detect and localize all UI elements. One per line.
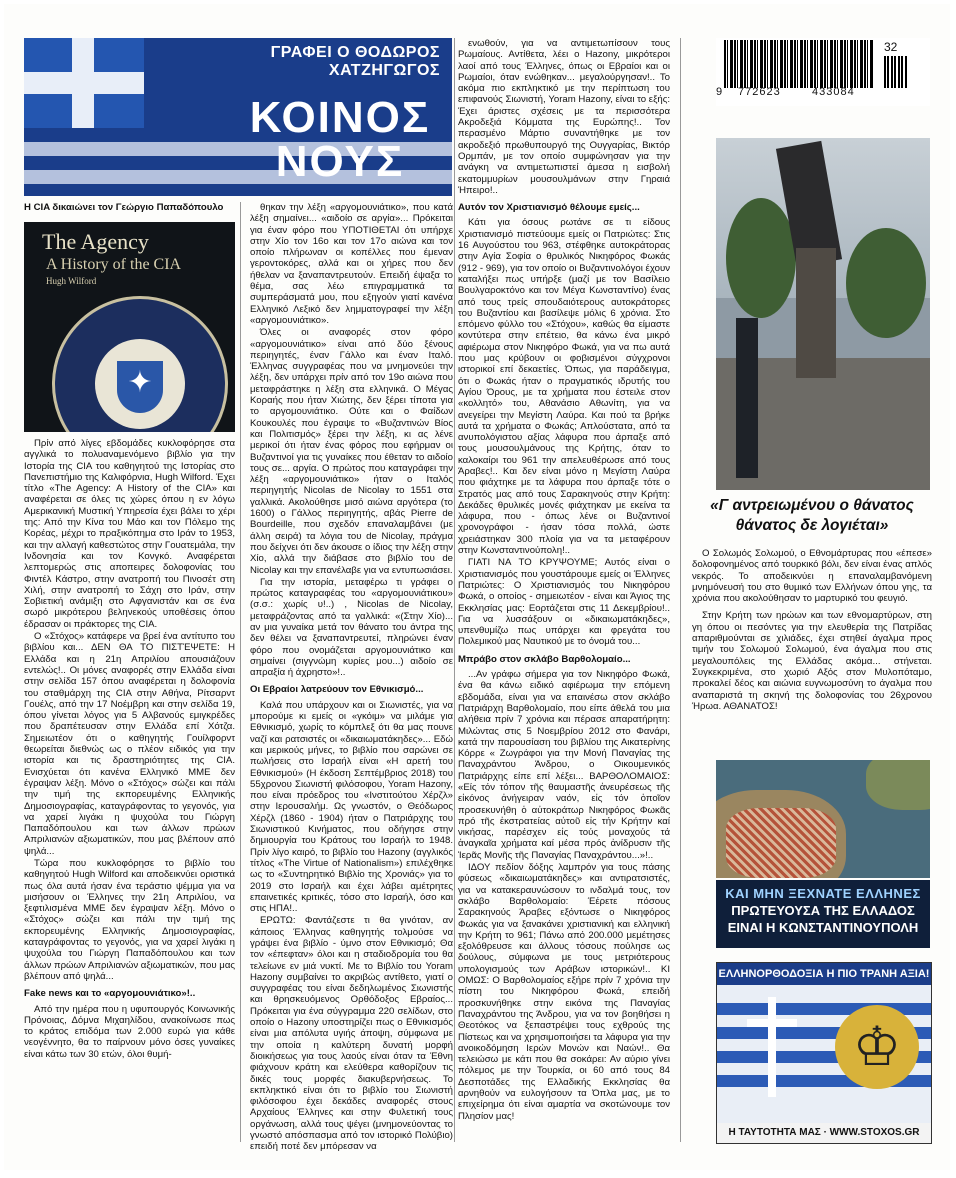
banner-line: ΕΙΝΑΙ Η ΚΩΝΣΤΑΝΤΙΝΟΥΠΟΛΗ xyxy=(727,920,919,935)
column-divider xyxy=(454,38,455,1142)
barcode-number: 9 xyxy=(716,86,723,98)
photo-tree xyxy=(846,228,926,338)
article-heading: Η CIA δικαιώνει τον Γεώργιο Παπαδόπουλο xyxy=(24,202,224,213)
quote-line: «Γ αντρειωμένου ο θάνατος xyxy=(710,497,914,514)
column-1 xyxy=(24,202,235,217)
paragraph: ΓΙΑΤΙ ΝΑ ΤΟ ΚΡΥΨΟΥΜΕ; Αυτός είναι ο Χριστιανισμός που γουστάρουμε εμείς οι Έλληνες Πατριώτες: Ο Χριστιανισμός του Νικηφόρου Φωκά, ο οποίος - σημειωτέον - είναι και Άγιος της Εκκλησίας μας: Εορτάζεται στις 11 Δεκεμβρίου!.. Για να λυσσάξουν οι «δικαιωματάκηδες», υπενθυμίζω πως υπάρχει και φρεγάτα του Πολεμικού μας Ναυτικού με το όνομά του... xyxy=(458,557,670,648)
column-3 xyxy=(458,38,670,1123)
seal-inner xyxy=(95,339,185,429)
column-1-body xyxy=(24,438,235,1061)
map-city xyxy=(726,808,836,878)
column-divider xyxy=(240,202,241,1142)
paragraph: Από την ημέρα που η υφυπουργός Κοινωνικής Πρόνοιας, Δόμνα Μιχαηλίδου, ανακοίνωσε πως το κράτος επιδόμα των 2.000 ευρώ για κάθε νεογέννητο, θα το παίρνουν μόνο όσες γυναίκες είναι κάτω των 30 ετών, όλοι θυμή- xyxy=(24,1003,235,1060)
barcode-number: 772623 xyxy=(738,86,781,98)
article-subheading: Οι Εβραίοι λατρεύουν τον Εθνικισμό... xyxy=(250,684,424,696)
column-4-body xyxy=(692,548,932,713)
double-headed-eagle-icon xyxy=(835,1005,919,1089)
column-masthead xyxy=(24,38,452,196)
banner-line: ΚΑΙ ΜΗΝ ΞΕΧΝΑΤΕ ΕΛΛΗΝΕΣ xyxy=(725,886,921,901)
paragraph: Στην Κρήτη των ηρώων και των εθνομαρτύρων, στη γη όπου οι πεσόντες για την ελευθερία της Πατρίδας απαριθμούνται σε χιλιάδες, έχει στηθεί άγαλμα προς τιμήν του Σολωμού Σολωμού, ένα άγαλμα που στις μεγαλουπόλεις της Ελλάδας ακόμα... στήνεται. Συγκεκριμένα, στο χωριό Αξός στον Μυλοπόταμο, προκαλεί δέος και αιώνια ευγνωμοσύνη το άγαλμα που αναπαριστά τη σκηνή της δολοφονίας του 26χρονου Ήρωα. ΑΘΑΝΑΤΟΣ! xyxy=(692,610,932,712)
person-figure xyxy=(736,318,758,478)
byline-line: ΧΑΤΖΗΓΩΓΟΣ xyxy=(328,62,440,79)
paragraph: ...Αν γράφω σήμερα για τον Νικηφόρο Φωκά, ένα θα κάνω ειδικό αφιέρωμα την επόμενη εβδομάδα, είναι για να επαινέσω στον σκλάβο Πατριάρχη Βαρθολομαίο, που είπε άθελά του μια αλήθεια πρίν 7 χρόνια και πέρασε απαρατήρητη: Μιλώντας στις 5 Νοεμβρίου 2012 στο Φανάρι, κατά την παρουσίαση του βιβλίου της Αικατερίνης Κόρρε « Ζωγράφοι για την Μονή Παναγίας της Παναχράντου Άνδρου, ο Οικουμενικός Πατριάρχης είπε επί λέξει... ΒΑΡΘΟΛΟΜΑΙΟΣ: «Είς τόν τόπον τῆς θαυμαστῆς ἀνευρέσεως τῆς εἰκόνος ἀνήγειραν ναόν, εἰς τόν ὁποῖον προσεκυνήθη ὁ αὐτοκράτωρ Νικηφόρος Φωκᾶς πρό τῆς ἐκστρατείας αὐτοῦ εἰς τήν Κρήτην καί νικήσας, παρέσχεν εἰς τούς μοναχούς τά ἀναγκαῖα χρήματα καί μέσα πρός ἀνίδρυσιν τῆς Ἱερᾶς Μονῆς τῆς Παναγίας Παναχράντου...»!.. xyxy=(458,669,670,861)
article-subheading: Fake news και το «αργομουνιάτικο»!.. xyxy=(24,988,196,1000)
byline xyxy=(271,44,440,80)
paragraph: Για την ιστορία, μεταφέρω τι γράφει ο πρώτος καταγραφέας του «αργομουνιάτικου» (σ.σ.: χωρίς υ!..) , Nicolas de Nicolay, μεταφράζοντας από τα γαλλικά: «(Στην Χίο)... αν μια γυναίκα μετά τον θάνατο του άντρα της δεν θέλει να ξαναπαντρευτεί, πληρώνει έναν φόρο που ονομάζεται αργομουνιάτικο και σημαίνει (σιγγνώμη κυρίες μου...) αιδοίο σε απραξία ή άχρηστο»!.. xyxy=(250,576,453,679)
paragraph: θηκαν την λέξη «αργομουνιάτικο», που κατά λέξη σημαίνει... «αιδοίο σε αργία»... Πρόκειται για έναν φόρο που ΥΠΟΤΙΘΕΤΑΙ ότι υπήρχε στην Χίο τον 16ο και τον 17ο αιώνα και τον οποίο πλήρωναν οι κοπέλλες που έμεναν γεροντοκόρες, αλλά και οι χήρες που δεν ήθελαν να ξαναπαντρευτούν. Επειδή έψαξα το θέμα, σας λέω επιγραμματικά τα συμπεράσματά μου, που εξηγούν γιατί κανένα Ελληνικό Λεξικό δεν λημματογραφεί την λέξη «αργομουνιάτικο». xyxy=(250,202,453,326)
title-line: ΚΟΙΝΟΣ xyxy=(249,93,431,142)
title-line: ΝΟΥΣ xyxy=(275,137,405,186)
photo-tree xyxy=(726,198,796,318)
paragraph: Ο Σολωμός Σολωμού, ο Εθνομάρτυρας που «έπεσε» δολοφονημένος από τουρκικό βόλι, δεν είναι ένας απλός νεκρός. Το αποδεικνύει η επαναλαμβανόμενη μνημόνευσή του στο θυμικό των Ελλήνων όπου γης, τα χρόνια που ακολούθησαν το μαρτυρικό του φευγιό. xyxy=(692,548,932,605)
column-2 xyxy=(250,202,453,1154)
book-author: Hugh Wilford xyxy=(46,276,97,286)
book-subtitle: A History of the CIA xyxy=(46,256,182,273)
statue-figure xyxy=(796,248,836,378)
paragraph: Ο «Στόχος» κατάφερε να βρεί ένα αντίτυπο του βιβλίου και... ΔΕΝ ΘΑ ΤΟ ΠΙΣΤΈΨΕΤΕ: Η Ελλάδα και η 21η Απριλίου απουσιάζουν εντελώς!.. Οι μόνες αναφορές στην Ελλάδα είναι στην σελίδα 157 όπου αναφέρεται η δολοφονία του σταθμάρχη της CIA στην Αθήνα, Ρίτσαρντ Γουέλς, από την 17 Νοέμβρη και στην σελίδα 19, όπου γίνεται λόγος για 5 Αλβανούς εμιγκρέδες που δραπέτευσαν στην Ελλάδα επί Χότζα. Σημειωτέον ότι ο καθηγητής Γουίλφορντ θεωρείται διεθνώς ως ο πλέον ειδικός για την ιστορία και τις δραστηριότητες της CIA. Ενισχύεται ότι κανένα Ελληνικό ΜΜΕ δεν έγραψαν λέξη. Μόνο ο «Στόχος» σώζει και πάλι την τιμή της εκπορευμένης Ελληνικής Δημοσιογραφίας, καταγράφοντας το γεγονός, για να χαρεί λιγάκι η ψυχούλα του Γιώργη Παπαδόπουλου και των άλλων πρώων Απριλιανών αξιωματικών, που μας βλέπουν από ψηλά... xyxy=(24,631,235,857)
article-subheading: Μπράβο στον σκλάβο Βαρθολομαίο... xyxy=(458,653,631,665)
poster-title: ΕΛΛΗΝΟΡΘΟΔΟΞΙΑ Η ΠΙΟ ΤΡΑΝΗ ΑΞΙΑ! xyxy=(717,963,931,985)
barcode-number: 433084 xyxy=(812,86,855,98)
paragraph: ενωθούν, για να αντιμετωπίσουν τους Ρωμαίους. Αντίθετα, λέει ο Hazony, μικρότεροι λαοί από τους Έλληνες, όπως οι Εβραίοι και οι Ρωμαίοι, όταν ενώθηκαν... μεγαλούργησαν!.. Το ακόμα πιο εκπληκτικό με την περίπτωση του επιφανούς Σιωνιστή, Yoram Hazony, είναι το εξής: Έχει άριστες σχέσεις με τα περισσότερα Ακροδεξιά Κόμματα της Ευρώπης!.. Τον περασμένο Μάρτιο συναντήθηκε με τον ακροδεξιό πρωθυπουργό της Ουγγαρίας, Βικτόρ Ορμπάν, με τον οποίο συμφώνησαν για την ανάγκη να αντιμετωπιστεί άμεσα η εισβολή εκατομμυρίων μουσουλμάνων στην Γηραιά Ήπειρο!.. xyxy=(458,38,670,196)
paragraph: ΕΡΩΤΩ: Φαντάζεστε τι θα γινόταν, αν κάποιος Έλληνας καθηγητής τολμούσε να γράψει ένα βιβλίο - ύμνο στον Εθνικισμό; Θα τον «έπεφταν» όλοι και η σταδιοδρομία του θα τελείωνε εν μιά νυκτί. Με το Βιβλίο του Yoram Hazony συμβαίνει το ακριβώς αντίθετο, γιατί ο συγγραφέας του είναι δεδηλωμένος Σιωνιστής και θρησκευόμενος Ορθόδοξος Εβραίος... Πρόκειται για ένα σύγγραμμα 220 σελίδων, στο οποίο ο Hazony υποστηρίζει πως ο Εθνικισμός είναι μια απόλυτα υγιής άποψη, σύμφωνα με την οποία η καλύτερη δυνατή μορφή διοικήσεως για τους λαούς είναι όταν τα Έθνη φιάχνουν κράτη και ελεύθερα καθορίζουν τις δικές τους μορφές διακυβερνήσεως. Το εκπληκτικό είναι ότι το βιβλίο του Σιωνιστή φιλόσοφου έχει δεκάδες αναφορές στους Αρχαίους Έλληνες και στην Φυλετική τους οργάνωση, αλλά τους ψέγει (μνημονεύοντας το γνωστό απόσπασμα από τον ιστορικό Πολύβιο) επειδή ποτέ δεν μπόρεσαν να xyxy=(250,915,453,1153)
orthodoxy-poster xyxy=(716,962,932,1144)
eagle-glyph: ♔ xyxy=(852,1017,902,1077)
quote-line: θάνατος δε λογιέται» xyxy=(735,517,889,534)
map-land xyxy=(866,760,930,810)
newspaper-page xyxy=(4,4,950,1170)
paragraph: Πρίν από λίγες εβδομάδες κυκλοφόρησε στα αγγλικά το πολυαναμενόμενο βιβλίο για την Ιστορία της CIA του καθηγητού της Ιστορίας στο Πανεπιστήμιο της Καλιφόρνια, Hugh Wilford. Έχει τίτλο «The Agency: A History of the CIA» και αναφέρεται σε όλες τις χώρες όπου η εν λόγω Αμερικανική Μυστική Υπηρεσία έχει βάλει το χέρι της: Από την Κίνα του Μάο και τον Πόλεμο της Κορέας, μέχρι το πραξικόπημα στο Ιράν το 1953, και την αλλαγή καθεστώτος στην Γουατεμάλα, την Ινδονησία και τον Κονγκό. Αναφέρεται λεπτομερώς στις αποπειρες δολοφονίας του Φιντέλ Κάστρο, στην ανατροπή του Πινοσέτ στη Χιλή, στην ανατροπή το Σάχη στο Ιράν, στην Σοβιετική ανάμιξη στο Αφγανιστάν και σε ένα σωρό μικρότερου βεληνεκούς υποθέσεις όπου έδρασαν οι πράκτορες της CIA. xyxy=(24,438,235,630)
quote-headline xyxy=(692,496,932,536)
poster-footer: Η ΤΑΥΤΟΤΗΤΑ ΜΑΣ · WWW.STOXOS.GR xyxy=(717,1123,931,1143)
issue-number: 32 xyxy=(884,40,898,54)
barcode-bars xyxy=(724,40,874,88)
paragraph: ΙΔΟΥ πεδίον δόξης λαμπρόν για τους πάσης φύσεως «δικαιωματάκηδες» και αντιρατσιστές, για να κατακεραυνώσουν το ινδαλμά τους, τον σκλάβο Βαρθολομαίο: Έέρετε πόσους Σαρακηνούς Άραβες εξόντωσε ο Νικηφόρος Φωκάς για να ξανακάνει χριστιανική και ελληνική την Κρήτη το 961; Πάνω από 200.000 μεμέτησες εξολόθρευσε και άλλους τόσους πούλησε ως δούλους, σύμφωνα με τους μετριότερους υπολογισμούς των Αράβων ιστορικών!.. ΚΙ ΟΜΩΣ: Ο Βαρθολομαίος εξήρε πρίν 7 χρόνια την πίστη του Νικηφόρου Φωκά, επειδή προσκυνήθηκε στην εικόνα της Παναγίας Παναχράντου της Άνδρου, για να τον βοηθήσει η Θεοτόκος να ξεπαστρέψει τους εχθρούς της Πίστεως και να χρησιμοποιήσει τα λάφυρα για την ανοικοδόμηση Ιερών Μονών και Ναών!.. Θα τελειώσω με κάτι που θα σοκάρει: Αν αύριο γίνει πόλεμος με την Τουρκία, οι 60 από τους 84 Δεσποτάδες της Ελλαδικής Εκκλησίας θα αρνηθούν να ευλογήσουν τα Όπλα μας, με το επιχείρημα ότι είναι αμαρτία να σκοτώνουμε τον Πλησίον μας! xyxy=(458,862,670,1122)
paragraph: Καλά που υπάρχουν και οι Σιωνιστές, για να μπορούμε κι εμείς οι «γκόιμ» να μιλάμε για Εθνικισμό, χωρίς το κόμπλεξ ότι θα μας πουνε ναζί και ρατσιστές οι «δικαιωματάκηδες»... Εδώ και μερικούς μήνες, το βιβλίο που σαρώνει σε πωλήσεις στο Ισραήλ είναι «Η αρετή του Εθνικισμού» (Η έκδοση Σεπτέμβριος 2018) του 55χρονου Σιωνιστή φιλόσοφου, Yoram Hazony, που είναι πρόεδρος του «Ινστιτούτου Χέρζλ» στην Ιερουσαλήμ. Ως γνωστόν, ο Θεόδωρος Χέρζλ (1860 - 1904) ήταν ο Πατριάρχης του Σιωνιστικού Κινήματος, που οδήγησε στην δημιουργία του Κράτους του Ισραήλ το 1948. Πρίν λίγο καιρό, το βιβλίο του Hazony (αγγλικός τίτλος «The Virtue of Nationalism») επιλέχθηκε ως το «Συντηρητικό Βιβλίο της Χρονιάς» για το 2019 στο Ισραήλ και έχει λάβει αμέτρητες επαινετικές κριτικές, τόσο στο Ισραήλ, όσο και στις ΗΠΑ!.. xyxy=(250,699,453,915)
article-subheading: Αυτόν τον Χριστιανισμό θέλουμε εμείς... xyxy=(458,202,640,214)
column-title xyxy=(240,93,440,186)
paragraph: Όλες οι αναφορές στον φόρο «αργομουνιάτικο» είναι από δύο ξένους περιηγητές, έναν Γάλλο και έναν Ιταλό. Έλληνας συγγραφέας που να μνημονεύει την λέξη, δεν υπάρχει πρίν από τον 19ο αιώνα που μεταφράστηκε η λέξη στα ελληνικά. Ο Μέγας Κοραής που ήταν Χιώτης, δεν ξέρει τίποτα για το αργομουνιάτικο. Ούτε και ο Φαίδων Κουκουλές που έγραψε το «Βυζαντινών Βίος και Πολιτισμός» ξέρει την λέξη, κι ας λένε μερικοί ότι ήταν ένας φόρος που εφήρμαν οι Βυζαντινοί για τις γυναίκες που έθεταν το αιδοίο τους σε... αργία. Ο πρώτος που καταγράφει την λέξη «αργομουνιάτικο» ήταν ο Ιταλός περιηγητής Nicolas de Nicolay το 1551 στα γαλλικά. Ακολούθησε μισό αιώνα αργότερα (το 1600) ο Γάλλος περιηγητής, αβάς Pierre de Bourdeille, που σχεδόν επαναλαμβάνει (με άλλη σειρά) τα λόγια του de Nicolay, πράγμα που δείχνει ότι δεν άκουσε ο ίδιος την λέξη στην Χίο, αλλά την διάβασε στο βιβλίο του de Nicolay και την επανέλαβε για να εντυπωσιάσει. xyxy=(250,327,453,576)
barcode-addon-bars xyxy=(884,56,908,88)
statue-photo xyxy=(716,138,930,490)
book-cover-image xyxy=(24,222,235,432)
cross-icon xyxy=(747,997,797,1097)
paragraph: Τώρα που κυκλοφόρησε το βιβλίο του καθηγητού Hugh Wilford και αποδεικνύει οριστικά πως όλα αυτά ήσαν ένα τεράστιο ψέμμα για να μισήσουν οι Έλληνες την 21η Απριλίου, να ξεφτιλισμένα ΜΜΕ δεν έγραψαν λέξη. Μόνο ο «Στόχος» σώζει και πάλι την τιμή της εκπορευμένης Ελληνικής Δημοσιογραφίας, καταγράφοντας το γεγονός, για να χαρεί λιγάκι η ψυχούλα του Γιώργη Παπαδόπουλου και των άλλων πρώων Απριλιανών αξιωματικών, που μας βλέπουν από ψηλά... xyxy=(24,857,235,982)
banner-line: ΠΡΩΤΕΥΟΥΣΑ ΤΗΣ ΕΛΛΑΔΟΣ xyxy=(731,903,915,918)
star-icon: ✦ xyxy=(127,366,153,399)
cia-seal xyxy=(52,296,228,432)
book-title-line: The Agency xyxy=(42,229,149,254)
book-title xyxy=(42,230,149,254)
cross-vertical xyxy=(768,997,776,1097)
barcode xyxy=(716,38,930,106)
constantinople-banner xyxy=(716,880,930,948)
byline-line: ΓΡΑΦΕΙ Ο ΘΟΔΩΡΟΣ xyxy=(270,44,440,61)
shield-icon xyxy=(117,361,163,413)
constantinople-aerial-image xyxy=(716,760,930,878)
greek-flag-cross xyxy=(24,38,144,128)
cross-horizontal xyxy=(747,1019,797,1027)
paragraph: Κάτι για όσους ρωτάνε σε τι είδους Χριστιανισμό πιστεύουμε εμείς οι Πατριώτες: Στις 16 Αυγούστου του 963, στέφθηκε αυτοκράτορας στην Αγία Σοφία ο θρυλικός Νικηφόρος Φωκάς (912 - 969), για τον οποίο οι Βυζαντινολόγοι έχουν καταλήξει πως υπήρξε (μαζί με τον Βασίλειο Βουλγαροκτόνο και τον Μέγα Κωνσταντίνο) ένας από τους τρείς σπουδαιότερους αυτοκράτορες του Βυζαντίου και βασίλεψε μόλις 6 χρόνια. Στο επόμενο φύλλο του «Στόχου», καθώς θα είμαστε κοντύτερα στην επέτειο, θα κάνω ένα μικρό αφιέρωμα στον Νικηφόρο Φωκά, για να πω αυτά που μας κρύβουν οι φοβισμένοι σύγχρονοι ιστορικοί επί δεκαετίες. Όπως, για παράδειγμα, ότι ο Φωκάς ήταν ο πραγματικός ιδρυτής του Αγίου Όρους, με τα χρήματα που έστειλε στον «κολλητό» του, Αθανάσιο Αθωνίτη, για να ανεγείρει την Μεγίστη Λαύρα. Και πού τα βρήκε αυτά τα χρήματα ο Φωκάς; Απλούστατα, από τα ανυπολόγιστου αξίας λάφυρα που άρπαξε από τους μουσουλμάνους της Κρήτης, όταν το καλοκαίρι του 961 την απελευθέρωσε από τους Άραβες!.. Και δεν είναι μόνο η Μεγίστη Λαύρα που φιάχτηκε με τα λάφυρα που άρπαξε τότε ο Στρατός μας από τους Σαρακηνούς στην Κρήτη: Δεκάδες θρυλικές μονές φιάχτηκαν με εκείνα τα λάφυρα, που - όπως λένε οι Βυζαντινοί χρονογράφοι - ήσαν τόσα πολλά, ώστε χρειάστηκαν 300 πλοία για να τα μεταφέρουν στην Κωνσταντινούπολη!.. xyxy=(458,217,670,557)
column-divider xyxy=(680,38,681,1142)
